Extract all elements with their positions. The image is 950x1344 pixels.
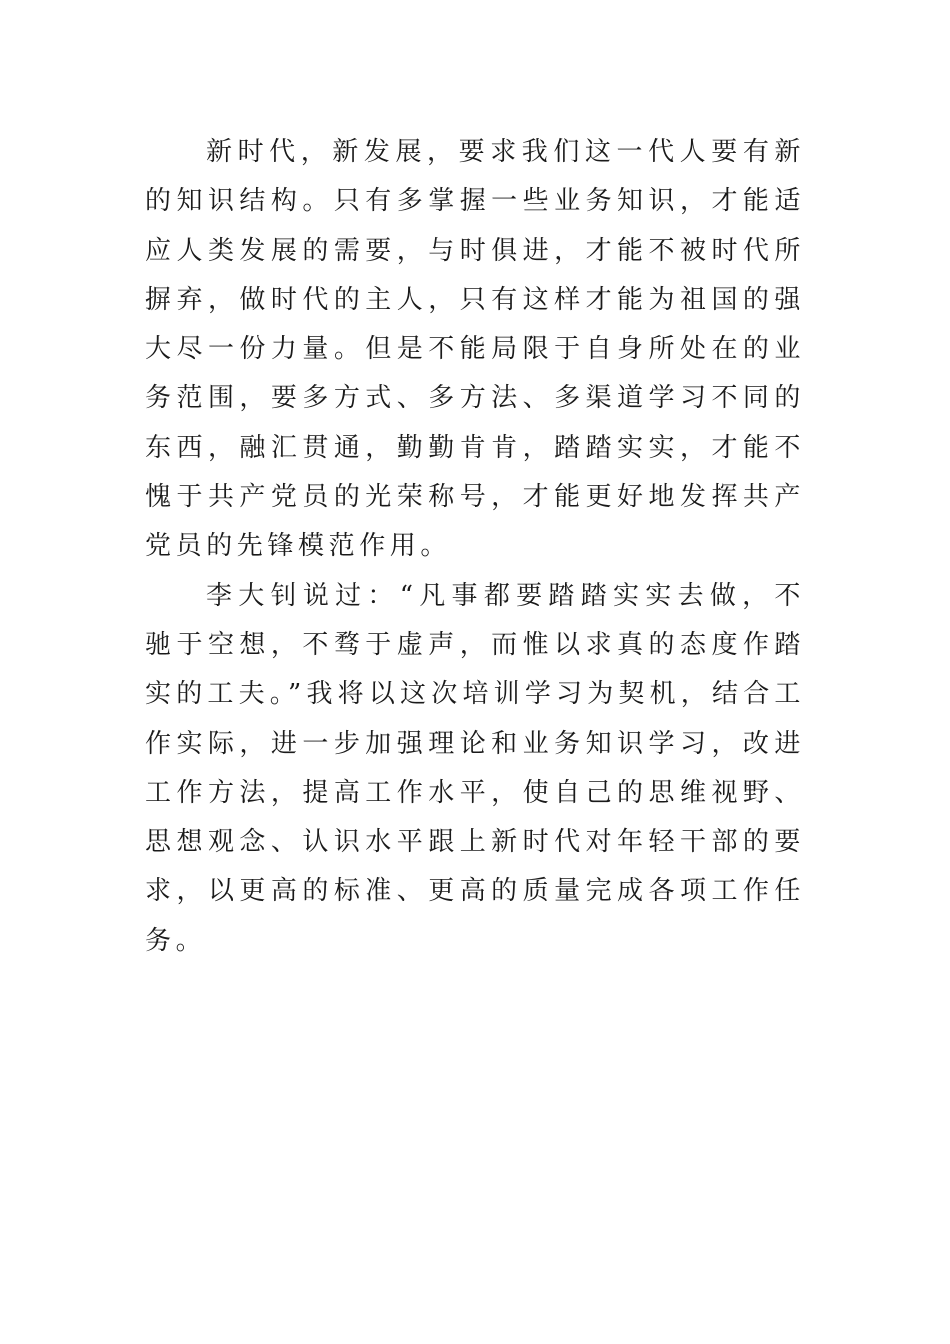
paragraph-new-era: 新时代，新发展，要求我们这一代人要有新的知识结构。只有多掌握一些业务知识，才能适应人类发展的需要，与时俱进，才能不被时代所摒弃，做时代的主人，只有这样才能为祖国的强大尽一份力量。但是不能局限于自身所处在的业务范围，要多方式、多方法、多渠道学习不同的东西，融汇贯通，勤勤肯肯，踏踏实实，才能不愧于共产党员的光荣称号，才能更好地发挥共产党员的先锋模范作用。 xyxy=(145,137,805,562)
document-body xyxy=(145,128,805,966)
paragraph-li-dazhao-quote: 李大钊说过：“凡事都要踏踏实实去做，不驰于空想，不骛于虚声，而惟以求真的态度作踏实的工夫。”我将以这次培训学习为契机，结合工作实际，进一步加强理论和业务知识学习，改进工作方法，提高工作水平，使自己的思维视野、思想观念、认识水平跟上新时代对年轻干部的要求，以更高的标准、更高的质量完成各项工作任务。 xyxy=(145,580,805,956)
